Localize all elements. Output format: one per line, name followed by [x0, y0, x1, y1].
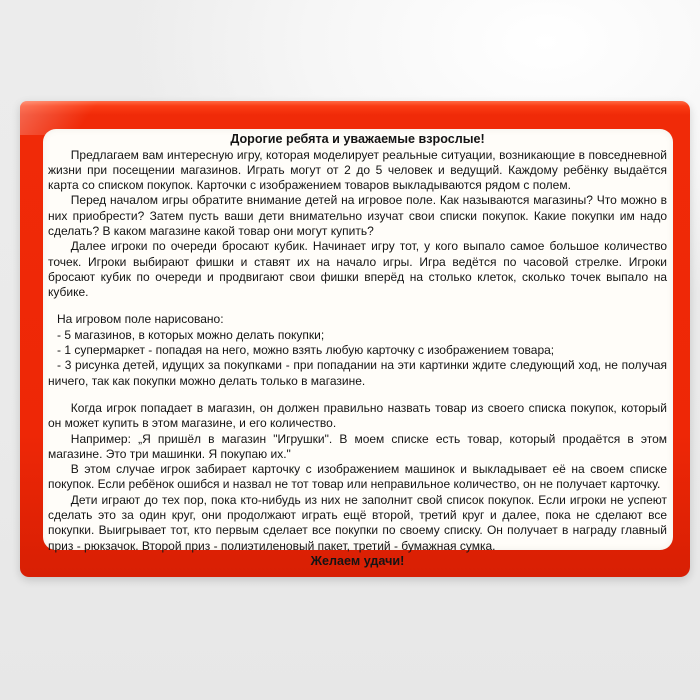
rules-paragraph: Предлагаем вам интересную игру, которая моделирует реальные ситуации, возникающие в повседневной жизни при посещении магазинов. Играть могут от 2 до 5 человек и ведущий. Каждому ребёнку выдаётся карта со списком покупок. Карточки с изображением товаров выкладываются рядом с полем.	[48, 147, 667, 193]
rules-footer: Желаем удачи!	[310, 553, 405, 568]
rules-card	[43, 129, 673, 568]
rules-paragraph: - 5 магазинов, в которых можно делать покупки;	[57, 327, 325, 342]
rules-paragraph: На игровом поле нарисовано:	[57, 312, 224, 327]
rules-paragraph: - 3 рисунка детей, идущих за покупками - при попадании на эти картинки ждите следующий ход, не получая ничего, так как покупки можно делать только в магазине.	[48, 358, 667, 388]
rules-paragraph: Перед началом игры обратите внимание детей на игровое поле. Как называются магазины? Что можно в них приобрести? Затем пусть ваши дети внимательно изучат свои списки покупок. Какие покупки им надо сделать? В каком магазине какой товар они могут купить?	[48, 193, 667, 238]
rules-paragraph: В этом случае игрок забирает карточку с изображением машинок и выкладывает её на своем списке покупок. Если ребёнок ошибся и назвал не тот товар или неправильное количество, он не получает карточку.	[48, 462, 667, 492]
rules-text-block	[48, 132, 667, 569]
rules-title: Дорогие ребята и уважаемые взрослые!	[230, 132, 485, 146]
rules-paragraphs	[48, 148, 667, 554]
game-box-lid	[20, 101, 690, 577]
rules-paragraph: - 1 супермаркет - попадая на него, можно взять любую карточку с изображением товара;	[57, 343, 555, 358]
rules-paragraph: Далее игроки по очереди бросают кубик. Начинает игру тот, у кого выпало самое большое количество точек. Игроки выбирают фишки и ставят их на начало игры. Игра ведётся по часовой стрелке. Игроки бросают кубик по очереди и продвигают свои фишки вперёд на столько клеток, сколько точек выпало на кубике.	[48, 239, 667, 300]
rules-paragraph: Когда игрок попадает в магазин, он должен правильно назвать товар из своего списка покупок, который он может купить в этом магазине, и его количество.	[48, 400, 667, 431]
rules-paragraph: Например: „Я пришёл в магазин "Игрушки". В моем списке есть товар, который продаётся в этом магазине. Это три машинки. Я покупаю их."	[48, 431, 667, 461]
rules-paragraph: Дети играют до тех пор, пока кто-нибудь из них не заполнит свой список покупок. Если игроки не успеют сделать это за один круг, они продолжают играть ещё второй, третий круг и далее, пока не сделают все покупки. Выигрывает тот, кто первым сделает все покупки по своему списку. Он получает в награду главный приз - рюкзачок. Второй приз - полиэтиленовый пакет, третий - бумажная сумка.	[48, 492, 667, 553]
